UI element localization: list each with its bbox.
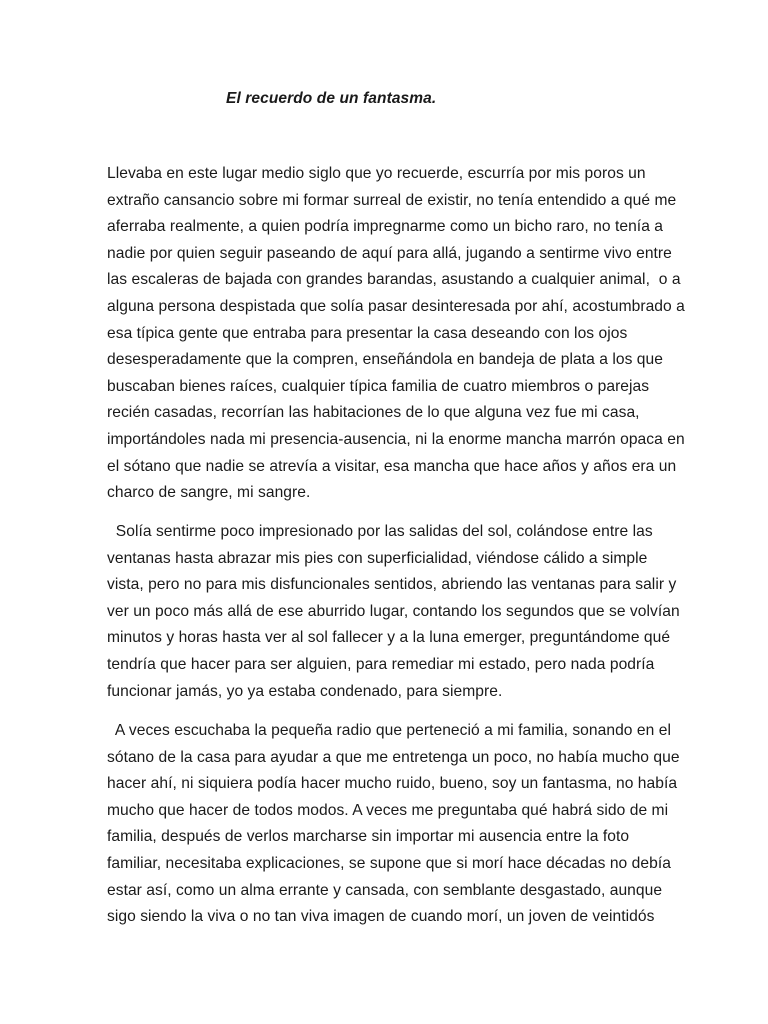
document-title: El recuerdo de un fantasma. <box>226 90 437 107</box>
paragraph-line: desesperadamente que la compren, enseñándola en bandeja de plata a los que <box>107 351 663 369</box>
paragraph-line: minutos y horas hasta ver al sol fallecer y a la luna emerger, preguntándome qué <box>107 629 671 647</box>
paragraph-line: Llevaba en este lugar medio siglo que yo recuerde, escurría por mis poros un <box>107 165 646 182</box>
paragraph-line: las escaleras de bajada con grandes barandas, asustando a cualquier animal, o a <box>107 271 681 289</box>
paragraph-line: nadie por quien seguir paseando de aquí para allá, jugando a sentirme vivo entre <box>107 244 672 262</box>
paragraph-line: importándoles nada mi presencia-ausencia, ni la enorme mancha marrón opaca en <box>107 430 685 448</box>
paragraph-line: extraño cansancio sobre mi formar surreal de existir, no tenía entendido a qué me <box>107 191 677 209</box>
paragraph-line: esa típica gente que entraba para presentar la casa deseando con los ojos <box>107 324 628 342</box>
paragraph-1 <box>107 161 685 507</box>
paragraph-line: aferraba realmente, a quien podría impregnarme como un bicho raro, no tenía a <box>107 218 664 236</box>
paragraph-line: Solía sentirme poco impresionado por las salidas del sol, colándose entre las <box>107 523 653 540</box>
paragraph-line: estar así, como un alma errante y cansada, con semblante desgastado, aunque <box>107 881 663 899</box>
paragraph-line: A veces escuchaba la pequeña radio que perteneció a mi familia, sonando en el <box>107 722 671 739</box>
paragraph-line: hacer ahí, ni siquiera podía hacer mucho ruido, bueno, soy un fantasma, no había <box>107 775 678 793</box>
paragraph-line: funcionar jamás, yo ya estaba condenado, para siempre. <box>107 682 503 700</box>
paragraph-line: mucho que hacer de todos modos. A veces me preguntaba qué habrá sido de mi <box>107 801 669 819</box>
paragraph-line: sigo siendo la viva o no tan viva imagen de cuando morí, un joven de veintidós <box>107 908 655 926</box>
paragraph-line: charco de sangre, mi sangre. <box>107 484 311 502</box>
paragraph-line: recién casadas, recorrían las habitaciones de lo que alguna vez fue mi casa, <box>107 404 640 422</box>
paragraph-line: familia, después de verlos marcharse sin importar mi ausencia entre la foto <box>107 828 630 846</box>
paragraph-line: tendría que hacer para ser alguien, para remediar mi estado, pero nada podría <box>107 655 655 673</box>
paragraph-3 <box>107 718 680 931</box>
paragraph-line: buscaban bienes raíces, cualquier típica familia de cuatro miembros o parejas <box>107 377 650 395</box>
paragraph-line: vista, pero no para mis disfuncionales sentidos, abriendo las ventanas para salir y <box>107 576 677 594</box>
paragraph-2 <box>107 519 680 705</box>
paragraph-line: ventanas hasta abrazar mis pies con superficialidad, viéndose cálido a simple <box>107 549 648 567</box>
paragraph-line: sótano de la casa para ayudar a que me entretenga un poco, no había mucho que <box>107 748 680 766</box>
paragraph-line: familiar, necesitaba explicaciones, se supone que si morí hace décadas no debía <box>107 854 671 872</box>
paragraph-line: el sótano que nadie se atrevía a visitar, esa mancha que hace años y años era un <box>107 457 677 475</box>
paragraph-line: ver un poco más allá de ese aburrido lugar, contando los segundos que se volvían <box>107 602 680 620</box>
paragraph-line: alguna persona despistada que solía pasar desinteresada por ahí, acostumbrado a <box>107 297 685 315</box>
